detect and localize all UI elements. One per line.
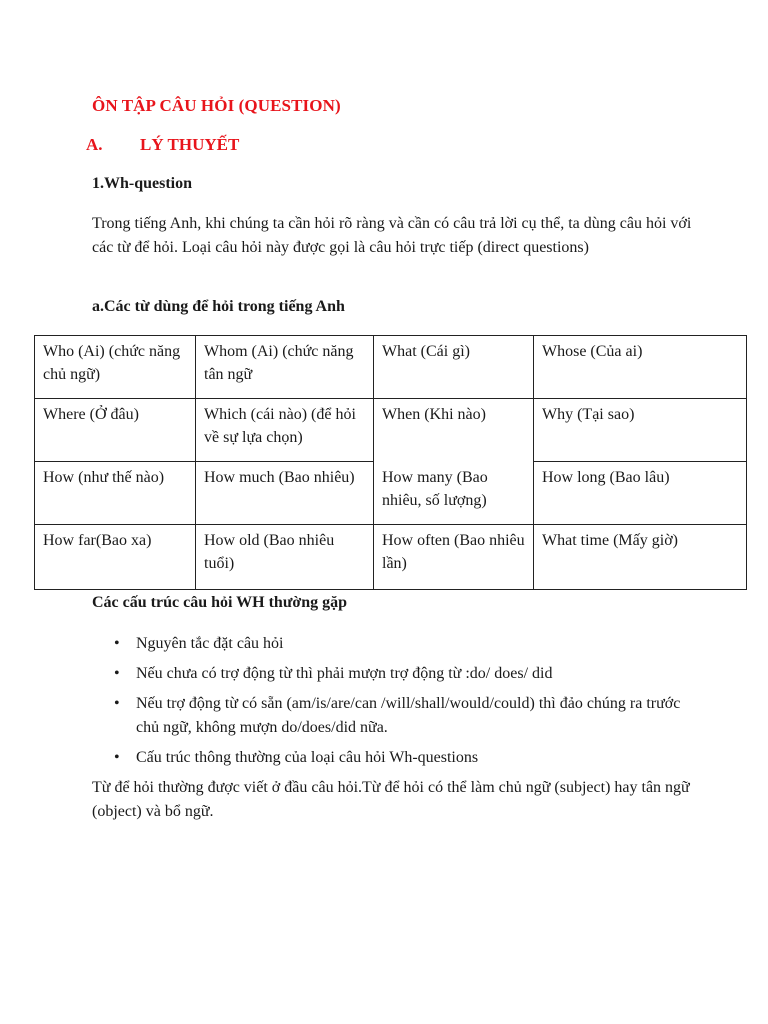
bullet-icon: • <box>114 749 120 766</box>
wh-question-heading: 1.Wh-question <box>92 175 193 192</box>
table-row <box>35 399 747 462</box>
list-item <box>92 692 692 740</box>
section-a-heading <box>86 135 239 155</box>
bullet-icon: • <box>114 635 120 652</box>
table-cell: Why (Tại sao) <box>534 399 747 462</box>
table-cell: What (Cái gì) <box>374 336 534 399</box>
table-cell: How old (Bao nhiêu tuổi) <box>196 525 374 590</box>
table-cell: Where (Ở đâu) <box>35 399 196 462</box>
list-item-text: Nguyên tắc đặt câu hỏi <box>136 635 284 652</box>
list-item-text: Nếu trợ động từ có sẵn (am/is/are/can /will/shall/would/could) thì đảo chúng ra trước chủ ngữ, không mượn do/does/did nữa. <box>136 695 681 736</box>
list-item <box>92 662 692 686</box>
question-words-table <box>34 335 747 590</box>
table-row <box>35 525 747 590</box>
table-cell: What time (Mấy giờ) <box>534 525 747 590</box>
bullet-icon: • <box>114 665 120 682</box>
closing-paragraph: Từ để hỏi thường được viết ở đầu câu hỏi.Từ để hỏi có thể làm chủ ngữ (subject) hay tân ngữ (object) và bổ ngữ. <box>92 779 690 820</box>
list-item-text: Cấu trúc thông thường của loại câu hỏi Wh-questions <box>136 749 479 766</box>
table-cell: Whose (Của ai) <box>534 336 747 399</box>
bullet-icon: • <box>114 695 120 712</box>
table-cell: How (như thế nào) <box>35 462 196 525</box>
table-cell: Whom (Ai) (chức năng tân ngữ <box>196 336 374 399</box>
document-title: ÔN TẬP CÂU HỎI (QUESTION) <box>92 96 341 115</box>
section-a-number: A. <box>86 135 103 154</box>
table-cell: When (Khi nào) <box>374 399 534 462</box>
intro-paragraph: Trong tiếng Anh, khi chúng ta cần hỏi rõ ràng và cần có câu trả lời cụ thể, ta dùng câu hỏi với các từ để hỏi. Loại câu hỏi này được gọi là câu hỏi trực tiếp (direct questions) <box>92 215 692 256</box>
list-item <box>92 746 692 770</box>
table-row <box>35 336 747 399</box>
table-cell: How much (Bao nhiêu) <box>196 462 374 525</box>
structure-bullet-list <box>92 632 692 776</box>
table-cell: How many (Bao nhiêu, số lượng) <box>374 462 534 525</box>
wh-structures-heading: Các cấu trúc câu hỏi WH thường gặp <box>92 594 348 611</box>
table-cell: How long (Bao lâu) <box>534 462 747 525</box>
section-a-label: LÝ THUYẾT <box>140 135 240 154</box>
question-words-heading: a.Các từ dùng để hỏi trong tiếng Anh <box>92 298 345 315</box>
table-cell: How often (Bao nhiêu lần) <box>374 525 534 590</box>
table-row <box>35 462 747 525</box>
table-cell: Which (cái nào) (để hỏi về sự lựa chọn) <box>196 399 374 462</box>
table-cell: How far(Bao xa) <box>35 525 196 590</box>
list-item-text: Nếu chưa có trợ động từ thì phải mượn trợ động từ :do/ does/ did <box>136 665 553 682</box>
table-cell: Who (Ai) (chức năng chủ ngữ) <box>35 336 196 399</box>
list-item <box>92 632 692 656</box>
